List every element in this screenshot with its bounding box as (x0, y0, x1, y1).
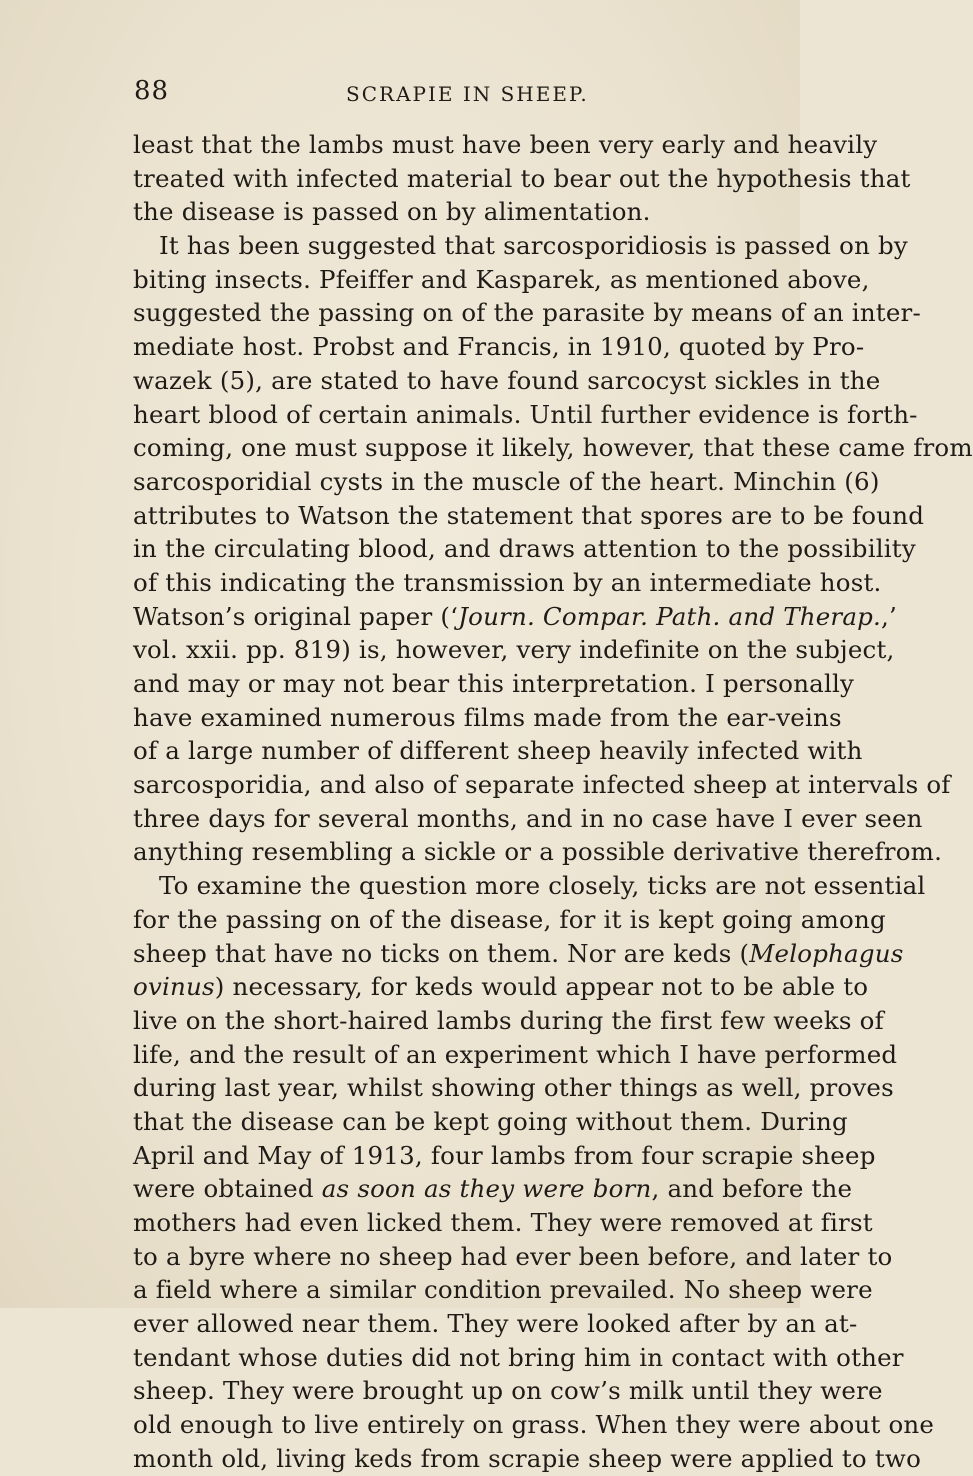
text-segment: suggested the passing on of the parasite by means of an inter- (133, 298, 921, 328)
text-segment: in the circulating blood, and draws attention to the possibility (133, 534, 916, 564)
text-segment: , and before the (651, 1174, 853, 1204)
text-segment: ever allowed near them. They were looked after by an at- (133, 1309, 858, 1339)
text-segment: To examine the question more closely, ticks are not essential (159, 871, 926, 901)
text-line (133, 1105, 848, 1139)
text-segment: It has been suggested that sarcosporidiosis is passed on by (159, 231, 908, 261)
running-head: SCRAPIE IN SHEEP. (346, 82, 589, 106)
text-line (133, 1206, 873, 1240)
text-line (133, 1374, 883, 1408)
text-line (133, 1240, 893, 1274)
text-segment: that the disease can be kept going without them. During (133, 1106, 848, 1136)
text-line (133, 1442, 922, 1476)
text-line (133, 1038, 898, 1072)
text-line (133, 465, 880, 499)
text-segment: mediate host. Probst and Francis, in 1910, quoted by Pro- (133, 332, 865, 362)
text-segment: month old, living keds from scrapie sheep were applied to two (133, 1443, 922, 1473)
text-segment: the disease is passed on by alimentation. (133, 197, 651, 227)
text-segment: to a byre where no sheep had ever been before, and later to (133, 1241, 893, 1271)
text-segment: sheep that have no ticks on them. Nor are keds ( (133, 938, 750, 968)
text-segment: and may or may not bear this interpretation. I personally (133, 669, 855, 698)
text-segment: three days for several months, and in no case have I ever seen (133, 803, 923, 833)
text-segment: tendant whose duties did not bring him in contact with other (133, 1342, 904, 1372)
page-header (134, 76, 774, 112)
italic-text: Journ. Compar. Path. and Therap. (458, 601, 881, 631)
text-line (133, 1004, 884, 1038)
text-line (133, 937, 904, 971)
text-segment: sheep. They were brought up on cow’s milk until they were (133, 1376, 883, 1406)
text-segment: during last year, whilst showing other things as well, proves (133, 1073, 894, 1103)
text-line (133, 835, 943, 869)
text-line (133, 768, 951, 802)
text-segment: coming, one must suppose it likely, however, that these came from (133, 433, 973, 463)
text-line (133, 1172, 853, 1206)
italic-text: as soon as they were born (321, 1174, 652, 1204)
text-segment: Watson’s original paper (‘ (133, 601, 459, 631)
text-line (133, 1408, 935, 1442)
text-line (133, 734, 863, 768)
text-segment: have examined numerous films made from the ear-veins (133, 702, 842, 732)
text-segment: of a large number of different sheep heavily infected with (133, 736, 863, 766)
text-segment: treated with infected material to bear out the hypothesis that (133, 163, 911, 193)
text-line (133, 1341, 904, 1375)
text-segment: ) necessary, for keds would appear not to be able to (214, 972, 869, 1002)
text-segment: mothers had even licked them. They were removed at first (133, 1208, 873, 1237)
text-line (133, 903, 886, 937)
text-line (133, 1139, 876, 1173)
text-line (133, 600, 897, 634)
text-segment: sarcosporidia, and also of separate infected sheep at intervals of (133, 770, 951, 800)
text-segment: were obtained (133, 1174, 322, 1204)
text-segment: anything resembling a sickle or a possible derivative therefrom. (133, 837, 943, 867)
text-line (133, 229, 908, 263)
text-segment: a field where a similar condition prevailed. No sheep were (133, 1275, 873, 1305)
text-line (133, 869, 926, 903)
text-segment: biting insects. Pfeiffer and Kasparek, as mentioned above, (133, 264, 870, 294)
text-line (133, 970, 869, 1004)
text-line (133, 1071, 894, 1105)
text-line (133, 667, 855, 701)
text-line (133, 296, 921, 330)
text-line (133, 128, 878, 162)
text-segment: for the passing on of the disease, for it is kept going among (133, 904, 886, 934)
body-text (133, 128, 973, 1476)
text-line (133, 263, 870, 297)
page-number: 88 (134, 76, 170, 106)
text-line (133, 364, 881, 398)
text-line (133, 1273, 873, 1307)
text-line (133, 701, 842, 735)
italic-text: Melophagus (749, 938, 904, 968)
text-line (133, 566, 882, 600)
text-segment: wazek (5), are stated to have found sarcocyst sickles in the (133, 365, 881, 395)
text-segment: sarcosporidial cysts in the muscle of the heart. Minchin (6) (133, 466, 880, 496)
text-line (133, 330, 865, 364)
text-segment: ,’ (881, 601, 897, 631)
text-line (133, 532, 916, 566)
text-segment: live on the short-haired lambs during the first few weeks of (133, 1005, 884, 1035)
text-segment: least that the lambs must have been very early and heavily (133, 130, 878, 159)
text-segment: life, and the result of an experiment which I have performed (133, 1039, 898, 1069)
text-segment: attributes to Watson the statement that spores are to be found (133, 500, 925, 530)
text-segment: of this indicating the transmission by an intermediate host. (133, 567, 882, 597)
text-line (133, 162, 911, 196)
italic-text: ovinus (133, 972, 215, 1002)
text-segment: April and May of 1913, four lambs from four scrapie sheep (133, 1140, 876, 1170)
text-line (133, 802, 923, 836)
text-segment: heart blood of certain animals. Until further evidence is forth- (133, 399, 918, 429)
text-line (133, 431, 973, 465)
text-segment: vol. xxii. pp. 819) is, however, very indefinite on the subject, (133, 635, 895, 665)
text-line (133, 195, 773, 229)
text-line (133, 1307, 858, 1341)
text-line (133, 633, 895, 667)
text-line (133, 499, 925, 533)
text-line (133, 398, 918, 432)
text-segment: old enough to live entirely on grass. When they were about one (133, 1410, 935, 1440)
